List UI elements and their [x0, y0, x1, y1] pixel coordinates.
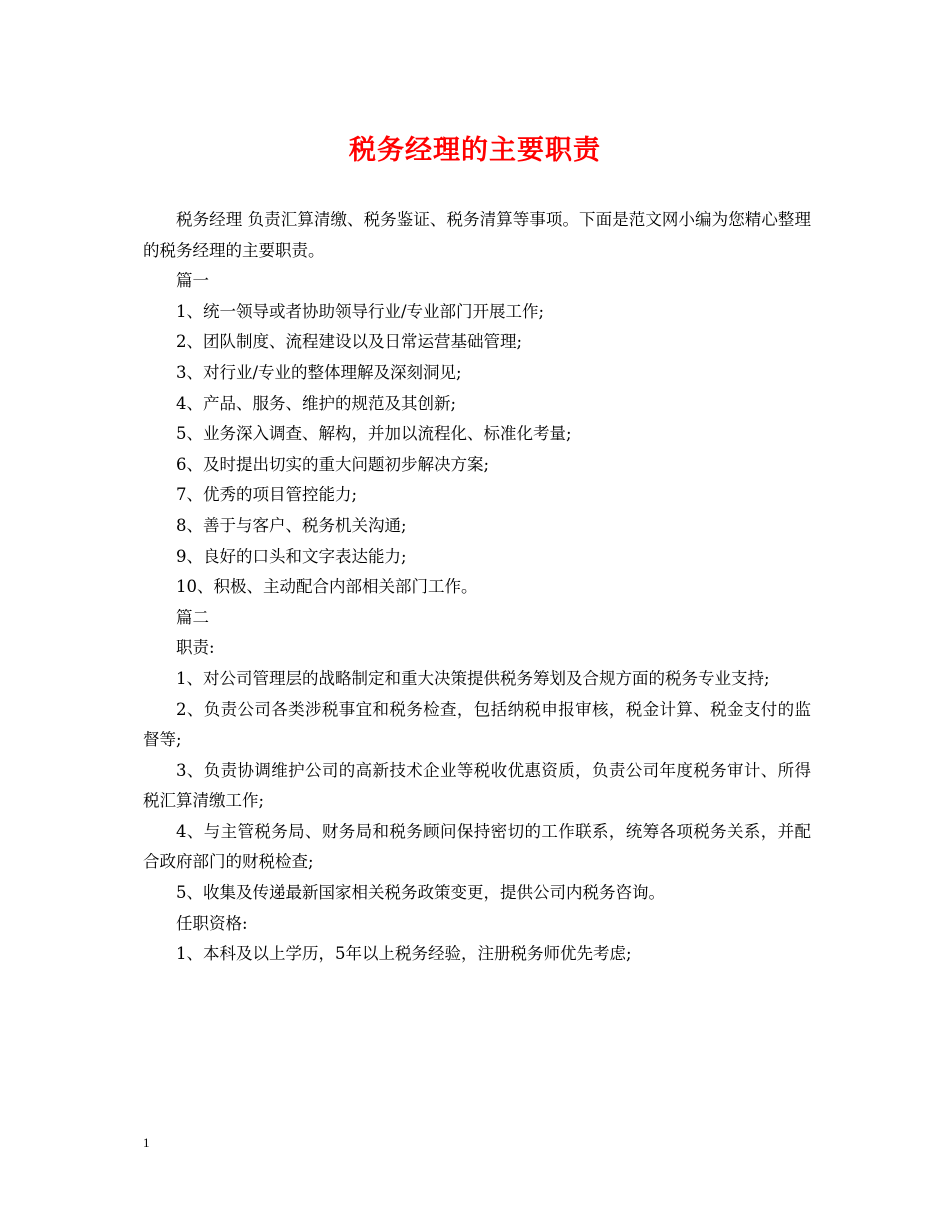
intro-paragraph: 税务经理 负责汇算清缴、税务鉴证、税务清算等事项。下面是范文网小编为您精心整理的税务经理的主要职责。 [143, 210, 811, 260]
list-item: 1、本科及以上学历，5年以上税务经验，注册税务师优先考虑; [176, 944, 632, 964]
list-item: 1、对公司管理层的战略制定和重大决策提供税务筹划及合规方面的税务专业支持; [176, 668, 770, 688]
list-item: 8、善于与客户、税务机关沟通; [176, 515, 407, 535]
list-item: 6、及时提出切实的重大问题初步解决方案; [176, 454, 490, 474]
page-number: 1 [143, 1135, 150, 1150]
list-item: 2、团队制度、流程建设以及日常运营基础管理; [176, 332, 523, 352]
list-item: 9、良好的口头和文字表达能力; [176, 546, 407, 566]
list-item: 5、收集及传递最新国家相关税务政策变更，提供公司内税务咨询。 [176, 883, 665, 903]
subheading-duties: 职责: [176, 638, 215, 658]
list-item: 7、优秀的项目管控能力; [176, 485, 358, 505]
list-item: 10、积极、主动配合内部相关部门工作。 [176, 577, 478, 597]
list-item: 4、产品、服务、维护的规范及其创新; [176, 393, 457, 413]
list-item: 3、对行业/专业的整体理解及深刻洞见; [176, 362, 462, 382]
list-item: 3、负责协调维护公司的高新技术企业等税收优惠资质，负责公司年度税务审计、所得税汇算清缴工作; [143, 760, 811, 811]
list-item: 4、与主管税务局、财务局和税务顾问保持密切的工作联系，统筹各项税务关系，并配合政府部门的财税检查; [143, 821, 811, 872]
section-heading-part-one: 篇一 [176, 271, 209, 291]
subheading-qualifications: 任职资格: [176, 913, 248, 933]
list-item: 5、业务深入调查、解构，并加以流程化、标准化考量; [176, 424, 572, 444]
page-title: 税务经理的主要职责 [349, 135, 601, 166]
document-body [143, 205, 811, 970]
list-item: 1、统一领导或者协助领导行业/专业部门开展工作; [176, 301, 545, 321]
list-item: 2、负责公司各类涉税事宜和税务检查，包括纳税申报审核，税金计算、税金支付的监督等; [143, 699, 811, 750]
section-heading-part-two: 篇二 [176, 607, 209, 627]
